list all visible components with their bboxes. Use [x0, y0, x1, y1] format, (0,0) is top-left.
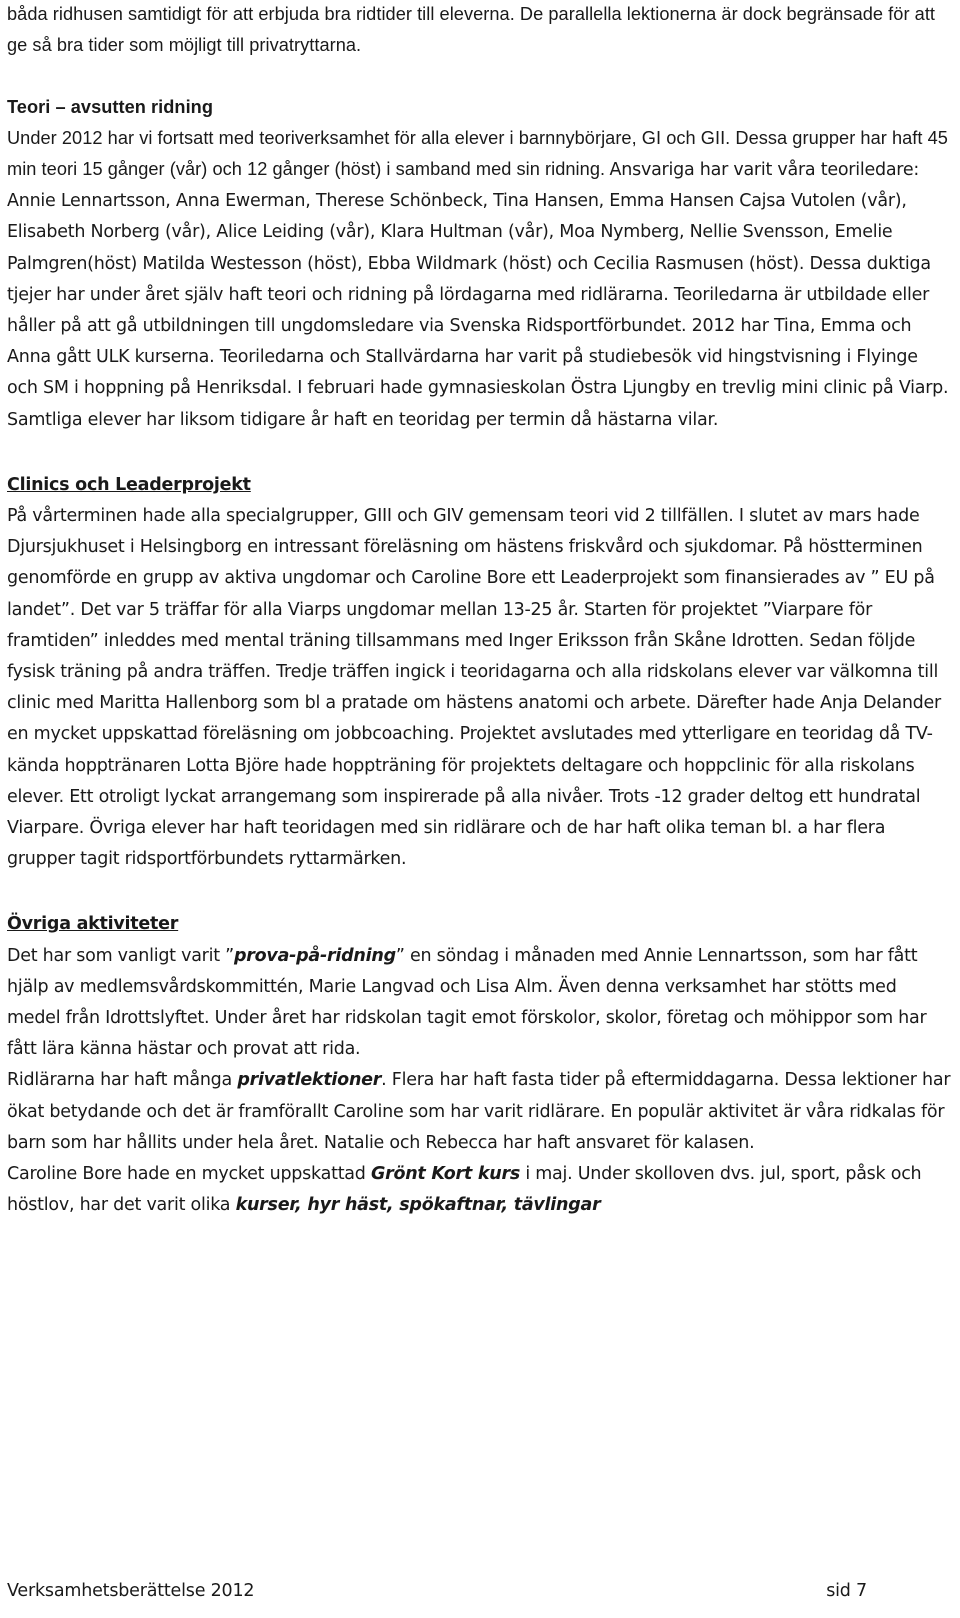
ovriga-paragraph-3 [7, 1159, 953, 1221]
ovriga-p1-emphasis: prova-på-ridning [233, 945, 396, 966]
teori-text-sans: Under 2012 har vi fortsatt med teoriverksamhet för alla elever i barnnybörjare, GI och GII. Dessa grupper har haft 45 min teori 15 gånger (vår) och 12 gånger (höst) i samband med sin ridning. [7, 128, 948, 179]
ovriga-p1-after: ” en söndag i månaden med Annie Lennartsson, som har fått hjälp av medlemsvårdskommittén, Marie Langvad och Lisa Alm. Även denna verksamhet har stötts med medel från Idrottslyftet. Under året har ridskolan tagit emot förskolor, skolor, företag och möhippor som har fått lära känna hästar och provat att rida. [7, 945, 927, 1060]
ovriga-p3-mid: i maj. Under skolloven dvs. jul, sport, påsk och höstlov, har det varit olika [7, 1164, 922, 1216]
spacer [7, 875, 953, 909]
ovriga-p3-emphasis-2: kurser, hyr häst, spökaftnar, tävlingar [235, 1195, 601, 1216]
ovriga-p3-emphasis-1: Grönt Kort kurs [370, 1164, 520, 1185]
ovriga-paragraph-2 [7, 1065, 953, 1159]
footer-page-number: sid 7 [826, 1581, 867, 1601]
ovriga-p2-before: Ridlärarna har haft många [7, 1070, 238, 1091]
document-page [7, 0, 953, 1222]
spacer [7, 436, 953, 470]
spacer [7, 61, 953, 92]
ovriga-p2-emphasis: privatlektioner [237, 1070, 382, 1091]
ovriga-p1-before: Det har som vanligt varit ” [7, 945, 234, 966]
footer-title: Verksamhetsberättelse 2012 [7, 1581, 255, 1601]
ovriga-heading: Övriga aktiviteter [7, 914, 179, 935]
teori-text-serif: Ansvariga har varit våra teoriledare: Annie Lennartsson, Anna Ewerman, Therese Schönbeck, Tina Hansen, Emma Hansen Cajsa Vutolen (vår), Elisabeth Norberg (vår), Alice Leiding (vår), Klara Hultman (vår), Moa Nymberg, Nellie Svensson, Emelie Palmgren(höst) Matilda Westesson (höst), Ebba Wildmark (höst) och Cecilia Rasmusen (höst). Dessa duktiga tjejer har under året själv haft teori och ridning på lördagarna med ridlärarna. Teoriledarna är utbildade eller håller på att gå utbildningen till ungdomsledare via Svenska Ridsportförbundet. 2012 har Tina, Emma och Anna gått ULK kurserna. Teoriledarna och Stallvärdarna har varit på studiebesök vid hingstvisning i Flyinge och SM i hoppning på Henriksdal. I februari hade gymnasieskolan Östra Ljungby en trevlig mini clinic på Viarp. Samtliga elever har liksom tidigare år haft en teoridag per termin då hästarna vilar. [7, 160, 949, 430]
teori-heading: Teori – avsutten ridning [7, 97, 214, 117]
clinics-heading: Clinics och Leaderprojekt [7, 474, 251, 495]
intro-paragraph: båda ridhusen samtidigt för att erbjuda bra ridtider till eleverna. De parallella lektionerna är dock begränsade för att ge så bra tider som möjligt till privatryttarna. [7, 4, 936, 55]
clinics-paragraph: På vårterminen hade alla specialgrupper, GIII och GIV gemensam teori vid 2 tillfällen. I slutet av mars hade Djursjukhuset i Helsingborg en intressant föreläsning om hästens friskvård och sjukdomar. På höstterminen genomförde en grupp av aktiva ungdomar och Caroline Bore ett Leaderprojekt som finansierades av ” EU på landet”. Det var 5 träffar för alla Viarps ungdomar mellan 13-25 år. Starten för projektet ”Viarpare för framtiden” inleddes med mental träning tillsammans med Inger Eriksson från Skåne Idrotten. Sedan följde fysisk träning på andra träffen. Tredje träffen ingick i teoridagarna och alla ridskolans elever var välkomna till clinic med Maritta Hallenborg som bl a pratade om hästens anatomi och arbete. Därefter hade Anja Delander en mycket uppskattad föreläsning om jobbcoaching. Projektet avslutades med ytterligare en teoridag då TV-kända hopptränaren Lotta Björe hade hoppträning för projektets deltagare och hoppclinic för alla riskolans elever. Ett otroligt lyckat arrangemang som inspirerade på alla nivåer. Trots -12 grader deltog ett hundratal Viarpare. Övriga elever har haft teoridagen med sin ridlärare och de har haft olika teman bl. a har flera grupper tagit ridsportförbundets ryttarmärken. [7, 506, 941, 870]
teori-paragraph [7, 123, 953, 436]
ovriga-paragraph-1 [7, 941, 953, 1066]
ovriga-p2-after: . Flera har haft fasta tider på eftermiddagarna. Dessa lektioner har ökat betydande och det är framförallt Caroline som har varit ridlärare. En populär aktivitet är våra ridkalas för barn som har hållits under hela året. Natalie och Rebecca har haft ansvaret för kalasen. [7, 1070, 951, 1153]
ovriga-p3-before: Caroline Bore hade en mycket uppskattad [7, 1164, 371, 1185]
